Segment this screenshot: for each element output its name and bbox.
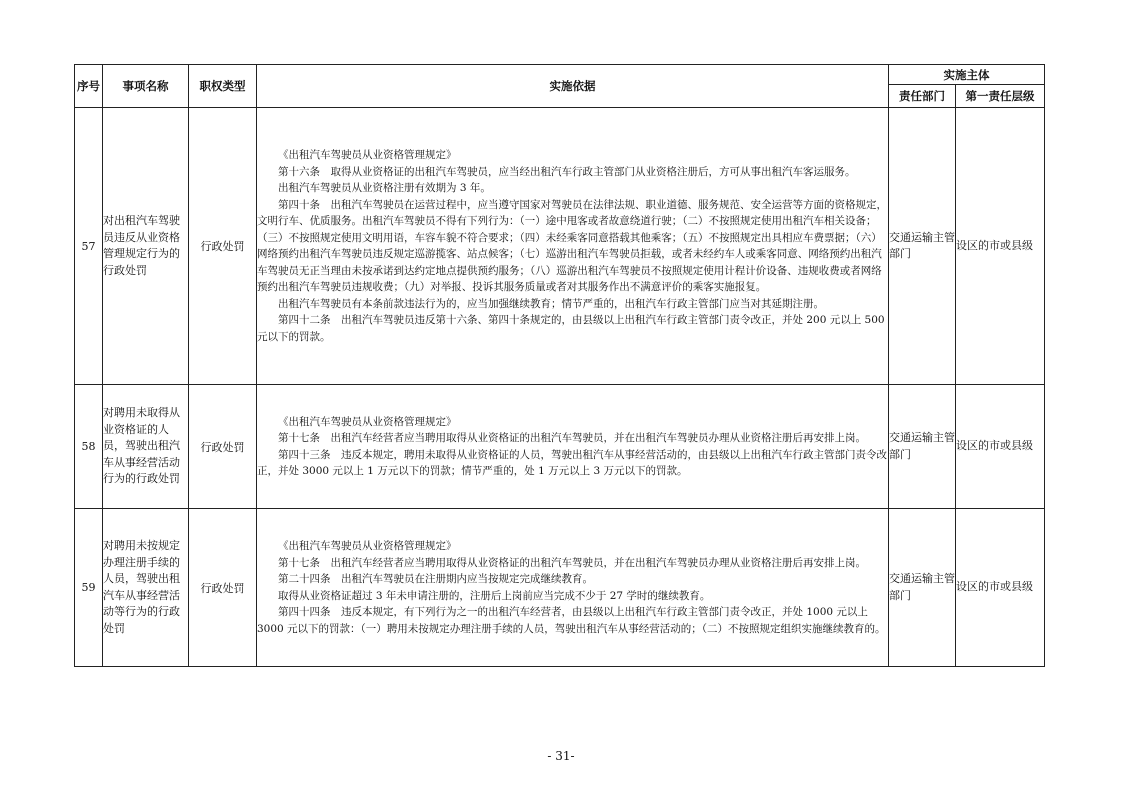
basis-paragraph: 第十七条 出租汽车经营者应当聘用取得从业资格证的出租汽车驾驶员，并在出租汽车驾驶员办理从业资格注册后再安排上岗。	[278, 556, 866, 569]
row-power-type: 行政处罚	[189, 509, 257, 667]
basis-paragraph: 第十六条 取得从业资格证的出租汽车驾驶员，应当经出租汽车行政主管部门从业资格注册后，方可从事出租汽车客运服务。	[278, 165, 856, 178]
permissions-table	[74, 64, 1045, 667]
basis-paragraph: 出租汽车驾驶员有本条前款违法行为的，应当加强继续教育；情节严重的，出租汽车行政主管部门应当对其延期注册。	[278, 297, 824, 310]
header-seq: 序号	[75, 65, 103, 108]
header-basis: 实施依据	[257, 65, 889, 108]
header-dept: 责任部门	[889, 85, 956, 108]
row-dept: 交通运输主管部门	[889, 509, 956, 667]
row-seq: 59	[75, 509, 103, 667]
basis-paragraph: 《出租汽车驾驶员从业资格管理规定》	[278, 540, 457, 552]
row-seq: 57	[75, 108, 103, 385]
table-row	[75, 385, 1045, 509]
row-level: 设区的市或县级	[956, 509, 1045, 667]
header-power-type: 职权类型	[189, 65, 257, 108]
row-power-type: 行政处罚	[189, 385, 257, 509]
header-level: 第一责任层级	[956, 85, 1045, 108]
basis-paragraph: 出租汽车驾驶员从业资格注册有效期为 3 年。	[278, 182, 491, 194]
basis-paragraph: 第四十三条 违反本规定，聘用未取得从业资格证的人员，驾驶出租汽车从事经营活动的，由县级以上出租汽车行政主管部门责令改正，并处 3000 元以上 1 万元以下的罚款；情节严重的，处 1 万元以上 3 万元以下的罚款。	[257, 448, 887, 477]
row-level: 设区的市或县级	[956, 385, 1045, 509]
header-subject: 实施主体	[889, 65, 1045, 85]
row-dept: 交通运输主管部门	[889, 385, 956, 509]
table-row	[75, 509, 1045, 667]
header-item-name: 事项名称	[103, 65, 189, 108]
table-row	[75, 108, 1045, 385]
basis-paragraph: 第二十四条 出租汽车驾驶员在注册期内应当按规定完成继续教育。	[278, 573, 593, 585]
row-item-name: 对聘用未取得从业资格证的人员，驾驶出租汽车从事经营活动行为的行政处罚	[103, 385, 189, 509]
row-basis	[257, 108, 889, 385]
row-item-name: 对出租汽车驾驶员违反从业资格管理规定行为的行政处罚	[103, 108, 189, 385]
row-basis	[257, 385, 889, 509]
basis-paragraph: 第十七条 出租汽车经营者应当聘用取得从业资格证的出租汽车驾驶员，并在出租汽车驾驶员办理从业资格注册后再安排上岗。	[278, 432, 866, 444]
row-seq: 58	[75, 385, 103, 509]
row-level: 设区的市或县级	[956, 108, 1045, 385]
row-dept: 交通运输主管部门	[889, 108, 956, 385]
basis-paragraph: 《出租汽车驾驶员从业资格管理规定》	[278, 415, 457, 428]
basis-paragraph: 取得从业资格证超过 3 年未申请注册的，注册后上岗前应当完成不少于 27 学时的继续教育。	[278, 589, 711, 602]
basis-paragraph: 第四十二条 出租汽车驾驶员违反第十六条、第四十条规定的，由县级以上出租汽车行政主管部门责令改正，并处 200 元以上 500 元以下的罚款。	[257, 314, 885, 343]
row-power-type: 行政处罚	[189, 108, 257, 385]
basis-paragraph: 第四十四条 违反本规定，有下列行为之一的出租汽车经营者，由县级以上出租汽车行政主管部门责令改正，并处 1000 元以上 3000 元以下的罚款：（一）聘用未按规定办理注册手续的人员，驾驶出租汽车从事经营活动的；（二）不按照规定组织实施继续教育的。	[257, 606, 886, 635]
page-number: - 31-	[547, 749, 575, 763]
row-basis	[257, 509, 889, 667]
basis-paragraph: 《出租汽车驾驶员从业资格管理规定》	[278, 149, 457, 161]
header-row	[75, 65, 1045, 85]
basis-paragraph: 第四十条 出租汽车驾驶员在运营过程中，应当遵守国家对驾驶员在法律法规、职业道德、服务规范、安全运营等方面的资格规定，文明行车、优质服务。出租汽车驾驶员不得有下列行为：（一）途中甩客或者故意绕道行驶；（二）不按照规定使用出租汽车相关设备；（三）不按照规定使用文明用语，车容车貌不符合要求；（四）未经乘客同意搭载其他乘客；（五）不按照规定出具相应车费票据；（六）网络预约出租汽车驾驶员违反规定巡游揽客、站点候客；（七）巡游出租汽车驾驶员拒载，或者未经约车人或乘客同意、网络预约出租汽车驾驶员无正当理由未按承诺到达约定地点提供预约服务；（八）巡游出租汽车驾驶员不按照规定使用计程计价设备、违规收费或者网络预约出租汽车驾驶员违规收费；（九）对举报、投诉其服务质量或者对其服务作出不满意评价的乘客实施报复。	[257, 198, 887, 293]
row-item-name: 对聘用未按规定办理注册手续的人员，驾驶出租汽车从事经营活动等行为的行政处罚	[103, 509, 189, 667]
